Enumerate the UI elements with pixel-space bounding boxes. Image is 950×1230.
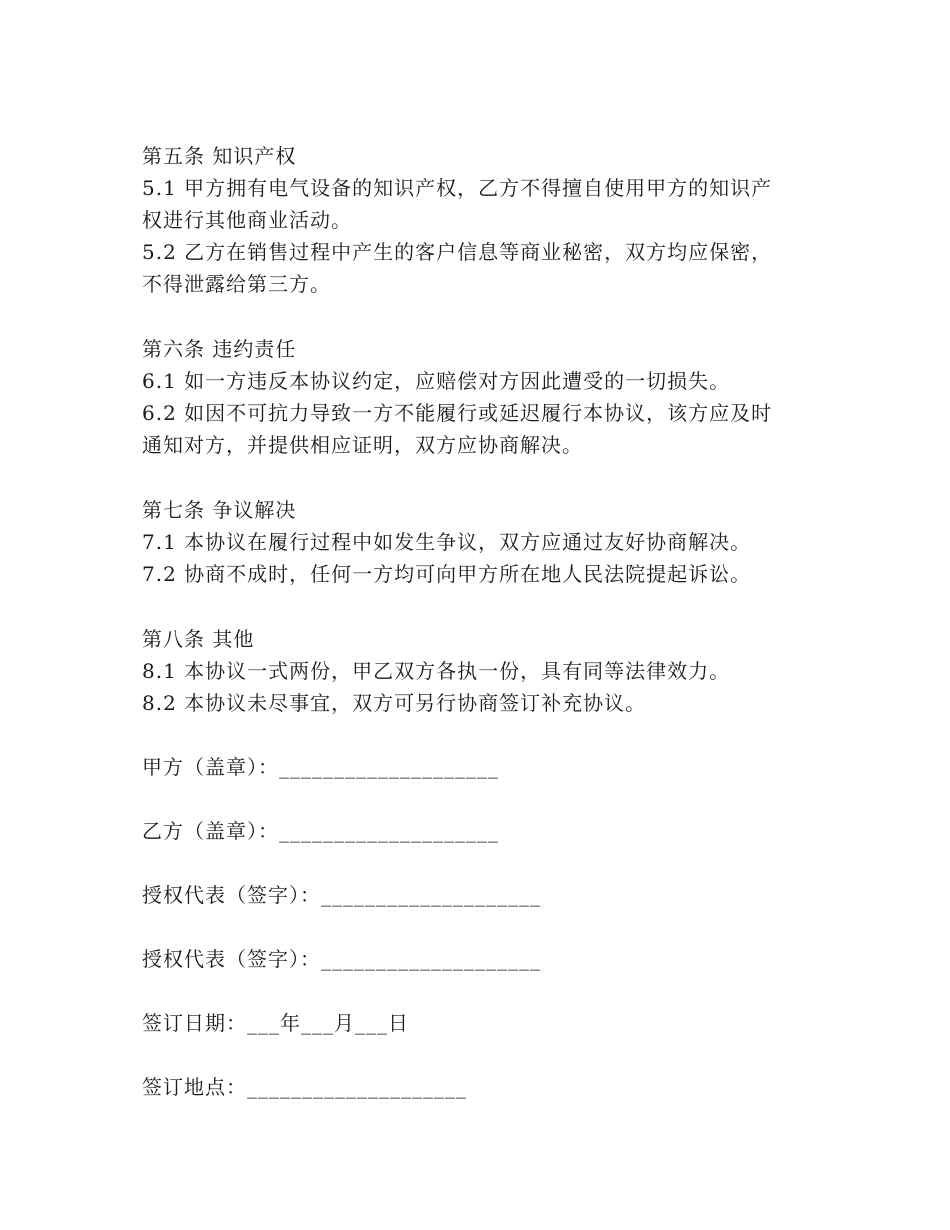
section-spacer [142, 300, 822, 333]
section-spacer [142, 719, 822, 751]
signature-spacer [142, 1039, 822, 1071]
clause-line: 不得泄露给第三方。 [142, 272, 331, 296]
section-heading: 第七条 争议解决 [142, 498, 297, 522]
signing-place-line: 签订地点：____________________ [142, 1075, 467, 1099]
clause-line: 7.1 本协议在履行过程中如发生争议，双方应通过友好协商解决。 [142, 530, 752, 554]
signature-spacer [142, 847, 822, 879]
clause-line: 6.1 如一方违反本协议约定，应赔偿对方因此遭受的一切损失。 [142, 369, 731, 393]
representative-signature-line: 授权代表（签字）：____________________ [142, 883, 541, 907]
document-page [142, 140, 822, 1103]
party-a-seal-line: 甲方（盖章）：____________________ [142, 755, 499, 779]
signing-date-line: 签订日期：___年___月___日 [142, 1011, 409, 1035]
section-heading: 第五条 知识产权 [142, 144, 297, 168]
signature-block [142, 751, 822, 1103]
clause-line: 5.1 甲方拥有电气设备的知识产权，乙方不得擅自使用甲方的知识产 [142, 176, 773, 200]
representative-signature-line: 授权代表（签字）：____________________ [142, 947, 541, 971]
section-5 [142, 140, 822, 300]
clause-line: 8.2 本协议未尽事宜，双方可另行协商签订补充协议。 [142, 691, 647, 715]
signature-spacer [142, 783, 822, 815]
section-6 [142, 333, 822, 461]
section-spacer [142, 461, 822, 494]
section-7 [142, 494, 822, 590]
clause-line: 6.2 如因不可抗力导致一方不能履行或延迟履行本协议，该方应及时 [142, 401, 773, 425]
section-spacer [142, 590, 822, 623]
section-8 [142, 623, 822, 719]
clause-line: 5.2 乙方在销售过程中产生的客户信息等商业秘密，双方均应保密， [142, 240, 773, 264]
clause-line: 权进行其他商业活动。 [142, 208, 352, 232]
clause-line: 8.1 本协议一式两份，甲乙双方各执一份，具有同等法律效力。 [142, 659, 731, 683]
section-heading: 第八条 其他 [142, 627, 255, 651]
section-heading: 第六条 违约责任 [142, 337, 297, 361]
signature-spacer [142, 975, 822, 1007]
signature-spacer [142, 911, 822, 943]
clause-line: 通知对方，并提供相应证明，双方应协商解决。 [142, 433, 583, 457]
party-b-seal-line: 乙方（盖章）：____________________ [142, 819, 499, 843]
clause-line: 7.2 协商不成时，任何一方均可向甲方所在地人民法院提起诉讼。 [142, 562, 752, 586]
